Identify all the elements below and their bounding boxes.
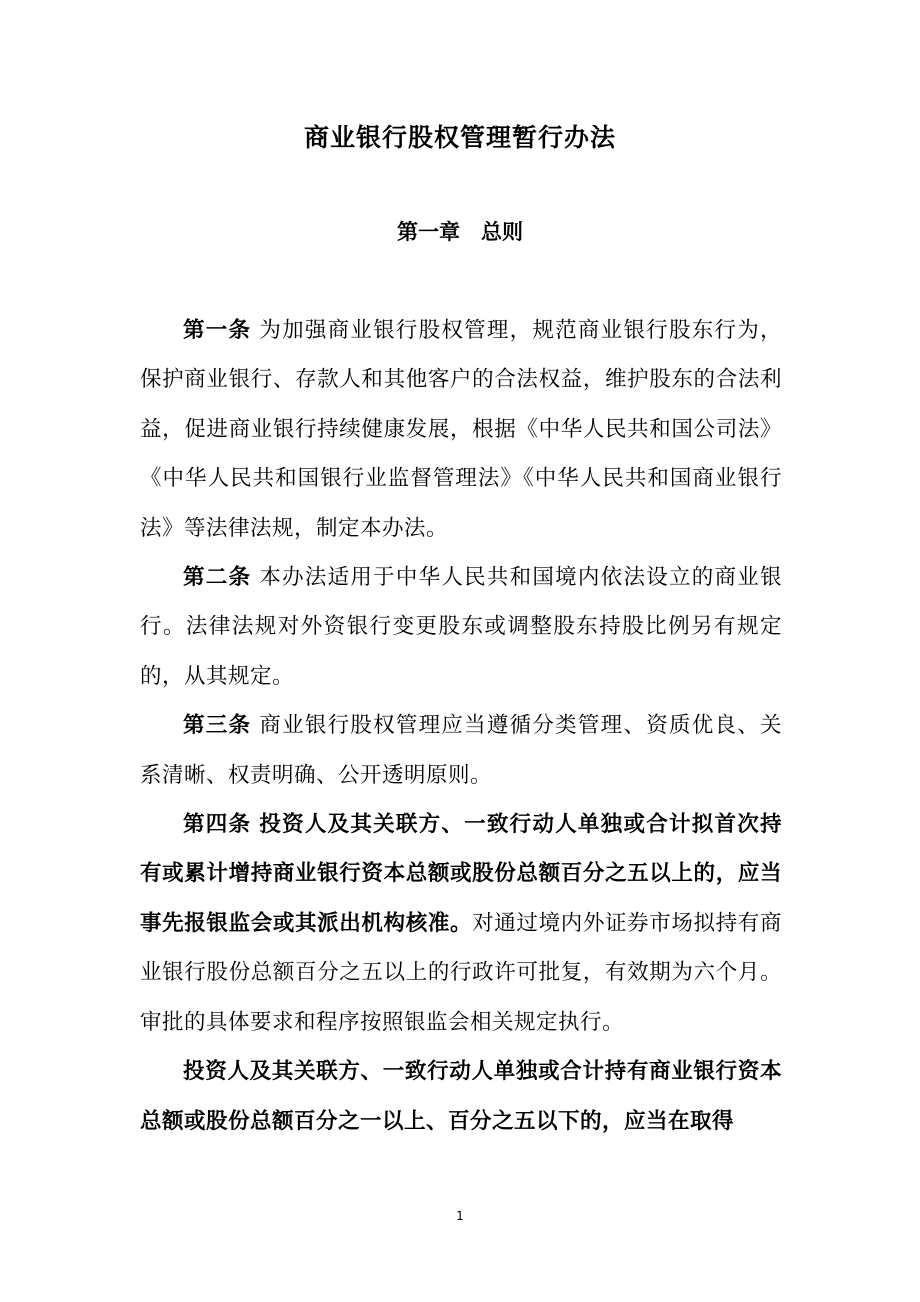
article-1-text: 为加强商业银行股权管理，规范商业银行股东行为，保护商业银行、存款人和其他客户的合法权益，维护股东的合法利益，促进商业银行持续健康发展，根据《中华人民共和国公司法》《中华人民共和国银行业监督管理法》《中华人民共和国商业银行法》等法律法规，制定本办法。: [140, 318, 782, 541]
article-3-text: 商业银行股权管理应当遵循分类管理、资质优良、关系清晰、权责明确、公开透明原则。: [140, 713, 782, 788]
article-3-heading: 第三条: [183, 713, 252, 739]
article-2-text: 本办法适用于中华人民共和国境内依法设立的商业银行。法律法规对外资银行变更股东或调整股东持股比例另有规定的，从其规定。: [140, 565, 782, 689]
document-title: 商业银行股权管理暂行办法: [303, 123, 616, 152]
article-4-paragraph-2-bold-text: 投资人及其关联方、一致行动人单独或合计持有商业银行资本总额或股份总额百分之一以上、百分之五以下的，应当在取得: [140, 1059, 782, 1134]
article-2: [140, 553, 782, 701]
article-4-bold-text: 投资人及其关联方、一致行动人单独或合计拟首次持有或累计增持商业银行资本总额或股份总额百分之五以上的，应当事先报银监会或其派出机构核准。: [140, 812, 782, 936]
article-4: [140, 800, 782, 1047]
page-number: 1: [456, 1209, 464, 1223]
article-4-paragraph-2: [140, 1047, 782, 1146]
document-body: [140, 306, 782, 1146]
chapter-title: 第一章 总则: [397, 220, 523, 244]
article-3: [140, 701, 782, 800]
article-4-heading: 第四条: [183, 812, 252, 838]
article-1: [140, 306, 782, 553]
article-4-text: 对通过境内外证券市场拟持有商业银行股份总额百分之五以上的行政许可批复，有效期为六个月。审批的具体要求和程序按照银监会相关规定执行。: [140, 910, 782, 1035]
article-1-heading: 第一条: [183, 318, 252, 343]
article-2-heading: 第二条: [183, 565, 252, 591]
